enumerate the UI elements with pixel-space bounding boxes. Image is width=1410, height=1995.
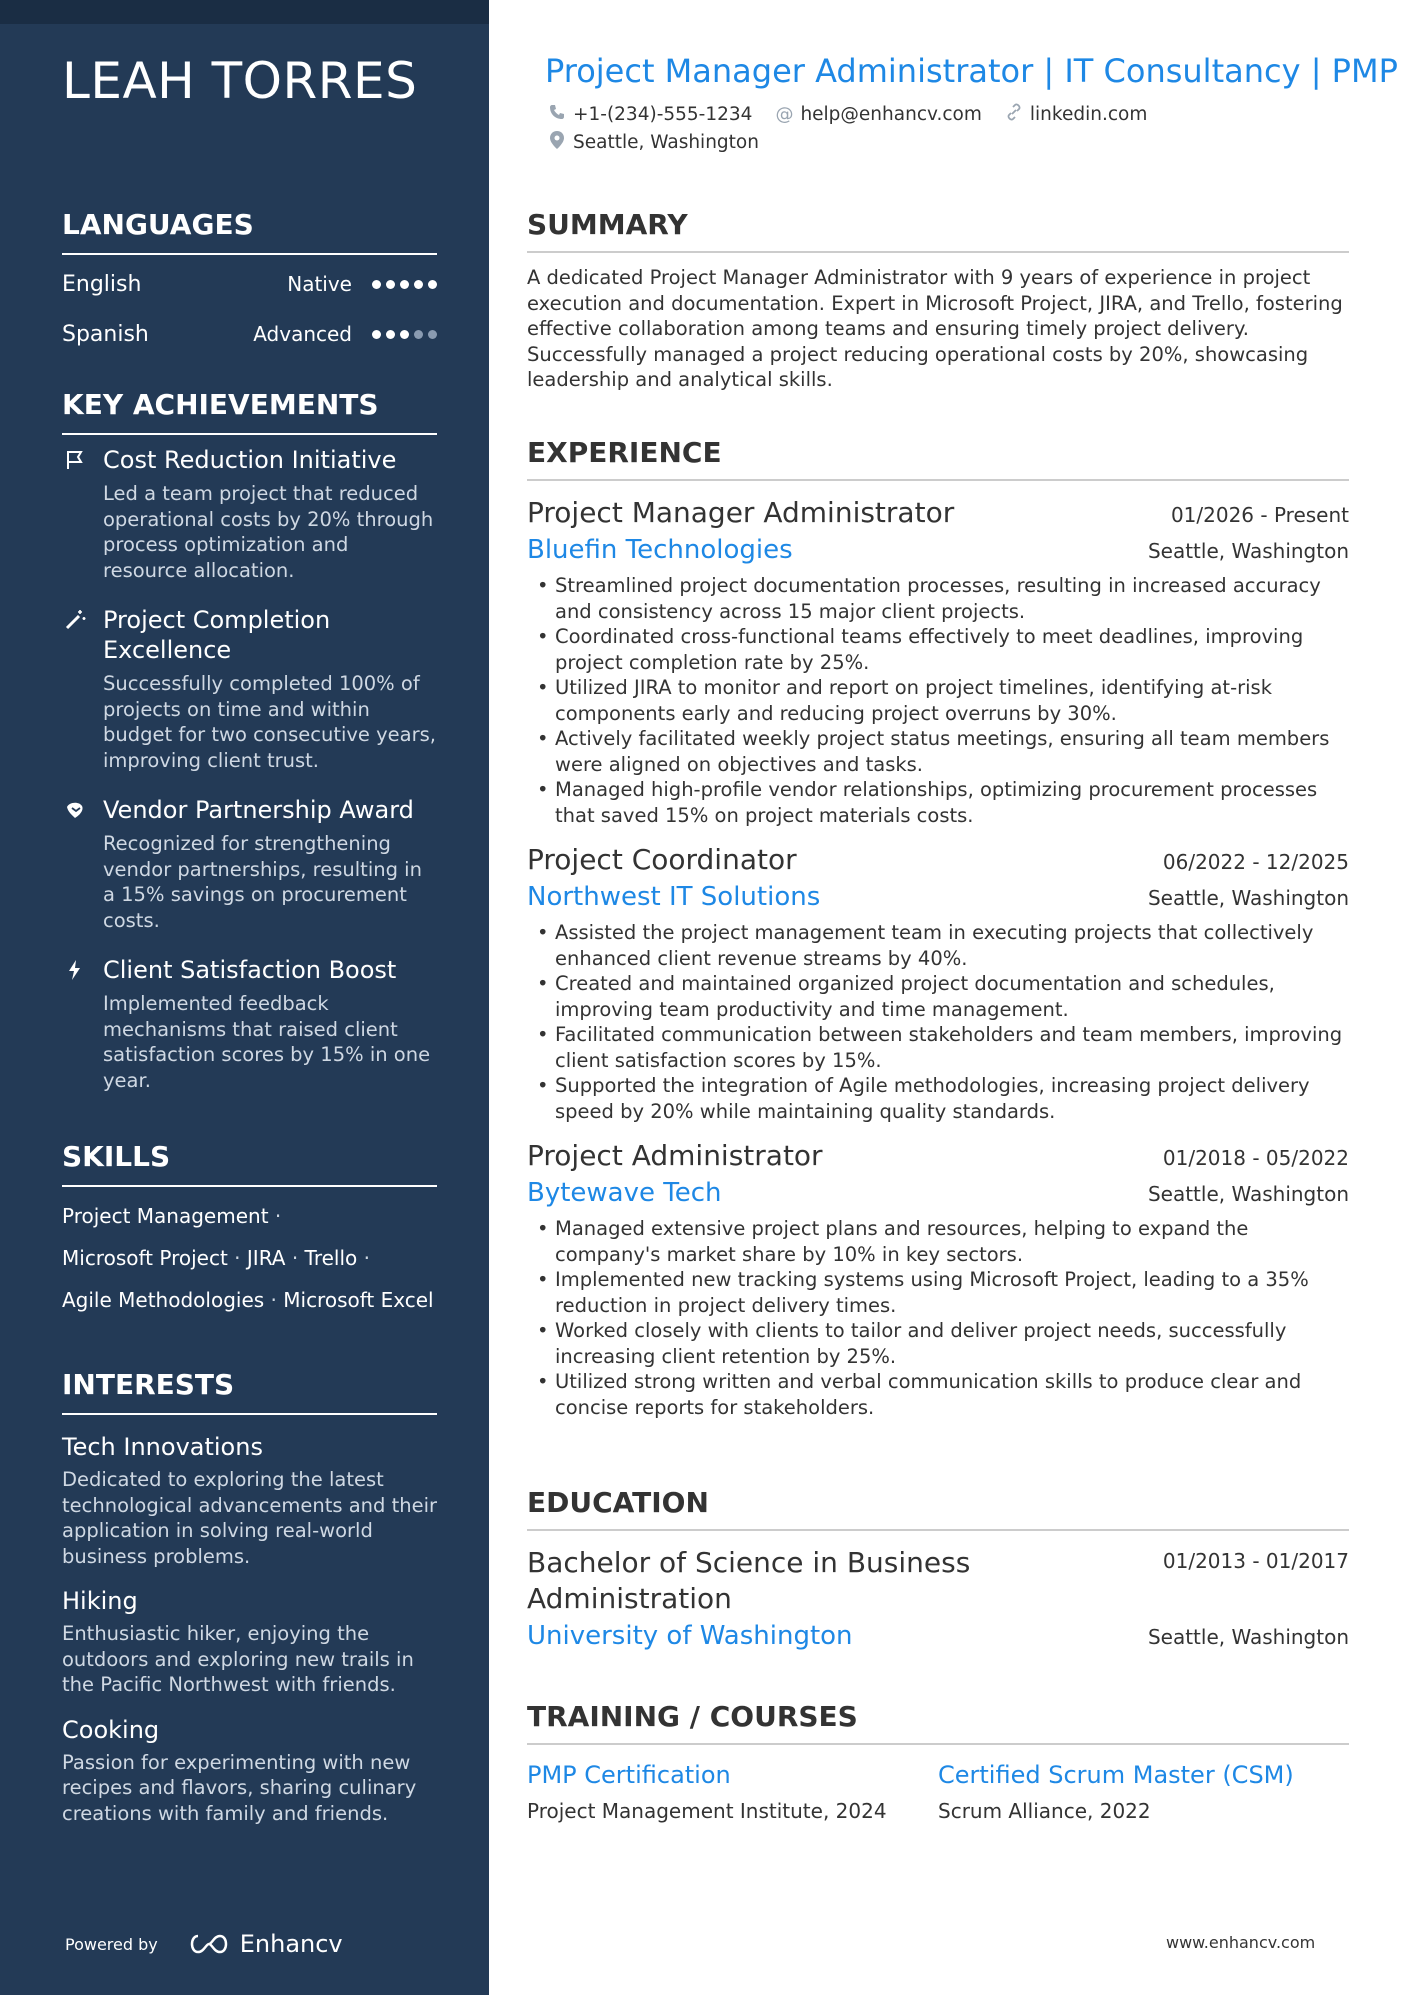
- job-header: [527, 842, 1349, 878]
- achievement-item: [62, 795, 437, 933]
- job-date: 06/2022 - 12/2025: [1162, 850, 1349, 874]
- linkedin-url: linkedin.com: [1029, 104, 1148, 125]
- achievement-desc: Recognized for strengthening vendor partnerships, resulting in a 15% savings on procurement costs.: [103, 832, 422, 932]
- skill-item: Trello: [304, 1246, 358, 1270]
- interest-item: [62, 1585, 437, 1698]
- job-bullet: • Assisted the project management team in executing projects that collectively enhanced client revenue streams by 40%.: [527, 920, 1349, 971]
- achievement-title: Vendor Partnership Award: [103, 796, 414, 824]
- job-location: Seattle, Washington: [1147, 539, 1349, 563]
- skills-title: SKILLS: [62, 1140, 437, 1187]
- skill-separator: ·: [227, 1246, 247, 1270]
- job-bullet: • Utilized strong written and verbal communication skills to produce clear and concise reports for stakeholders.: [527, 1369, 1349, 1420]
- achievements-title: KEY ACHIEVEMENTS: [62, 388, 437, 435]
- skill-item: Project Management: [62, 1204, 269, 1228]
- course-name: PMP Certification: [527, 1761, 731, 1789]
- courses-list: [527, 1759, 1349, 1825]
- enhancv-logo[interactable]: [186, 1930, 343, 1958]
- language-name: Spanish: [62, 321, 149, 347]
- interest-item: [62, 1431, 437, 1569]
- language-rating: [372, 330, 437, 339]
- phone-icon: [547, 104, 567, 125]
- skill-item: JIRA: [246, 1246, 286, 1270]
- rating-dot: [428, 280, 437, 289]
- job-company: Northwest IT Solutions: [527, 882, 821, 912]
- rating-dot: [400, 330, 409, 339]
- course-org: Project Management Institute, 2024: [527, 1799, 887, 1823]
- interests-title: INTERESTS: [62, 1368, 437, 1415]
- job-date: 01/2018 - 05/2022: [1162, 1146, 1349, 1170]
- flag-icon: [62, 449, 88, 475]
- skill-item: Agile Methodologies: [62, 1288, 265, 1312]
- email-address: help@enhancv.com: [800, 104, 982, 125]
- email-contact[interactable]: [774, 103, 981, 126]
- language-level: Advanced: [253, 322, 352, 346]
- contact-row: [547, 103, 1147, 126]
- job-role: Project Administrator: [527, 1139, 823, 1172]
- jobs-list: [527, 495, 1349, 1420]
- phone-contact[interactable]: [547, 103, 752, 126]
- skill-separator: ·: [268, 1204, 282, 1228]
- skills-line: [62, 1203, 437, 1229]
- at-icon: @: [775, 104, 794, 125]
- job-date: 01/2026 - Present: [1170, 503, 1349, 527]
- achievement-desc: Successfully completed 100% of projects on time and within budget for two consecutive years, improving client trust.: [103, 672, 436, 772]
- location-contact: [547, 131, 759, 154]
- rating-dot: [386, 330, 395, 339]
- education-sub: [527, 1619, 1349, 1653]
- phone-number: +1-(234)-555-1234: [573, 104, 753, 125]
- skill-separator: ·: [357, 1246, 370, 1270]
- handshake-icon: [62, 799, 88, 825]
- summary-title: SUMMARY: [527, 208, 1349, 253]
- job-bullet: • Worked closely with clients to tailor and deliver project needs, successfully increasing client retention by 25%.: [527, 1318, 1349, 1369]
- language-item: [62, 309, 437, 359]
- job-bullet: • Managed high-profile vendor relationships, optimizing procurement processes that saved 15% on project materials costs.: [527, 777, 1349, 828]
- achievement-item: [62, 605, 437, 773]
- job-location: Seattle, Washington: [1147, 886, 1349, 910]
- job-role: Project Coordinator: [527, 843, 797, 876]
- language-rating: [372, 280, 437, 289]
- job-subheader: [527, 533, 1349, 567]
- language-name: English: [62, 271, 142, 297]
- education-header: [527, 1545, 1349, 1617]
- skill-separator: ·: [285, 1246, 305, 1270]
- school-location: Seattle, Washington: [1147, 1625, 1349, 1649]
- job-bullet: • Facilitated communication between stakeholders and team members, improving client satisfaction scores by 15%.: [527, 1022, 1349, 1073]
- headline: Project Manager Administrator | IT Consultancy | PMP: [545, 52, 1398, 90]
- experience-section: [527, 436, 1349, 1420]
- rating-dot: [400, 280, 409, 289]
- job-bullet: • Coordinated cross-functional teams effectively to meet deadlines, improving project completion rate by 25%.: [527, 624, 1349, 675]
- job-header: [527, 1138, 1349, 1174]
- achievements-section: [62, 388, 437, 1093]
- sidebar-top-bar: [0, 0, 489, 24]
- experience-title: EXPERIENCE: [527, 436, 1349, 481]
- education-section: [527, 1486, 1349, 1653]
- education-date: 01/2013 - 01/2017: [1162, 1549, 1349, 1573]
- location-text: Seattle, Washington: [573, 132, 759, 153]
- job-role: Project Manager Administrator: [527, 496, 955, 529]
- rating-dot: [372, 280, 381, 289]
- skills-section: [62, 1140, 437, 1313]
- language-item: [62, 259, 437, 309]
- link-icon: [1004, 103, 1024, 126]
- magic-wand-icon: [62, 609, 88, 635]
- powered-by: [65, 1930, 343, 1958]
- rating-dot: [372, 330, 381, 339]
- skill-item: Microsoft Project: [62, 1246, 228, 1270]
- sidebar: [0, 0, 489, 1995]
- achievement-item: [62, 955, 437, 1093]
- job-bullet: • Supported the integration of Agile methodologies, increasing project delivery speed by 20% while maintaining quality standards.: [527, 1073, 1349, 1124]
- job-entry: [527, 1138, 1349, 1420]
- job-bullets: [527, 920, 1349, 1124]
- language-level: Native: [287, 272, 352, 296]
- course-item: [938, 1759, 1349, 1825]
- summary-text: A dedicated Project Manager Administrator with 9 years of experience in project execution and documentation. Expert in Microsoft Project, JIRA, and Trello, fostering effective collaboration among teams and ensuring timely project delivery. Successfully managed a project reducing operational costs by 20%, showcasing leadership and analytical skills.: [527, 266, 1343, 391]
- course-item: [527, 1759, 938, 1825]
- training-section: [527, 1700, 1349, 1825]
- infinity-icon: [186, 1932, 232, 1956]
- interest-title: Cooking: [62, 1715, 160, 1744]
- brand-name: Enhancv: [239, 1930, 343, 1958]
- job-subheader: [527, 880, 1349, 914]
- job-location: Seattle, Washington: [1147, 1182, 1349, 1206]
- job-company: Bluefin Technologies: [527, 535, 793, 565]
- linkedin-contact[interactable]: [1004, 103, 1147, 126]
- achievement-desc: Implemented feedback mechanisms that raised client satisfaction scores by 15% in one year.: [103, 992, 431, 1092]
- achievement-title: Project Completion Excellence: [103, 606, 331, 664]
- job-entry: [527, 842, 1349, 1124]
- location-row: [547, 131, 759, 154]
- languages-list: [62, 259, 437, 359]
- job-bullets: [527, 1216, 1349, 1420]
- interest-item: [62, 1714, 437, 1827]
- languages-section: [62, 208, 437, 359]
- achievement-title: Client Satisfaction Boost: [103, 956, 397, 984]
- rating-dot: [428, 330, 437, 339]
- school-name: University of Washington: [527, 1621, 853, 1651]
- achievement-item: [62, 445, 437, 583]
- job-bullets: [527, 573, 1349, 828]
- skills-line: [62, 1287, 437, 1313]
- job-bullet: • Actively facilitated weekly project status meetings, ensuring all team members were aligned on objectives and tasks.: [527, 726, 1349, 777]
- training-title: TRAINING / COURSES: [527, 1700, 1349, 1745]
- education-title: EDUCATION: [527, 1486, 1349, 1531]
- achievement-desc: Led a team project that reduced operational costs by 20% through process optimization and resource allocation.: [103, 482, 434, 582]
- interest-title: Hiking: [62, 1587, 138, 1615]
- job-bullet: • Created and maintained organized project documentation and schedules, improving team productivity and time management.: [527, 971, 1349, 1022]
- skills-line: [62, 1245, 437, 1271]
- job-bullet: • Streamlined project documentation processes, resulting in increased accuracy and consistency across 15 major client projects.: [527, 573, 1349, 624]
- skill-separator: ·: [264, 1288, 284, 1312]
- rating-dot: [414, 280, 423, 289]
- job-bullet: • Implemented new tracking systems using Microsoft Project, leading to a 35% reduction in project delivery times.: [527, 1267, 1349, 1318]
- interest-title: Tech Innovations: [62, 1433, 263, 1461]
- skills-list: [62, 1203, 437, 1313]
- interest-desc: Passion for experimenting with new recipes and flavors, sharing culinary creations with family and friends.: [62, 1750, 417, 1825]
- rating-dot: [386, 280, 395, 289]
- lightning-icon: [62, 959, 88, 985]
- job-company: Bytewave Tech: [527, 1178, 722, 1208]
- degree: Bachelor of Science in Business Administration: [527, 1546, 971, 1615]
- job-subheader: [527, 1176, 1349, 1210]
- job-bullet: • Utilized JIRA to monitor and report on project timelines, identifying at-risk components early and reducing project overruns by 30%.: [527, 675, 1349, 726]
- skill-item: Microsoft Excel: [283, 1288, 434, 1312]
- rating-dot: [414, 330, 423, 339]
- interests-section: [62, 1368, 437, 1826]
- job-entry: [527, 495, 1349, 828]
- job-bullet: • Managed extensive project plans and resources, helping to expand the company's market share by 10% in key sectors.: [527, 1216, 1349, 1267]
- candidate-name: LEAH TORRES: [62, 52, 418, 110]
- achievement-title: Cost Reduction Initiative: [103, 446, 397, 474]
- location-pin-icon: [547, 131, 567, 154]
- summary-section: [527, 208, 1349, 393]
- footer-url[interactable]: www.enhancv.com: [1166, 1933, 1316, 1952]
- job-header: [527, 495, 1349, 531]
- languages-title: LANGUAGES: [62, 208, 437, 255]
- powered-by-label: Powered by: [65, 1934, 158, 1954]
- interest-desc: Dedicated to exploring the latest technological advancements and their application in solving real-world business problems.: [62, 1468, 438, 1568]
- course-name: Certified Scrum Master (CSM): [938, 1761, 1294, 1789]
- interest-desc: Enthusiastic hiker, enjoying the outdoors and exploring new trails in the Pacific Northwest with friends.: [62, 1622, 414, 1696]
- course-org: Scrum Alliance, 2022: [938, 1799, 1151, 1823]
